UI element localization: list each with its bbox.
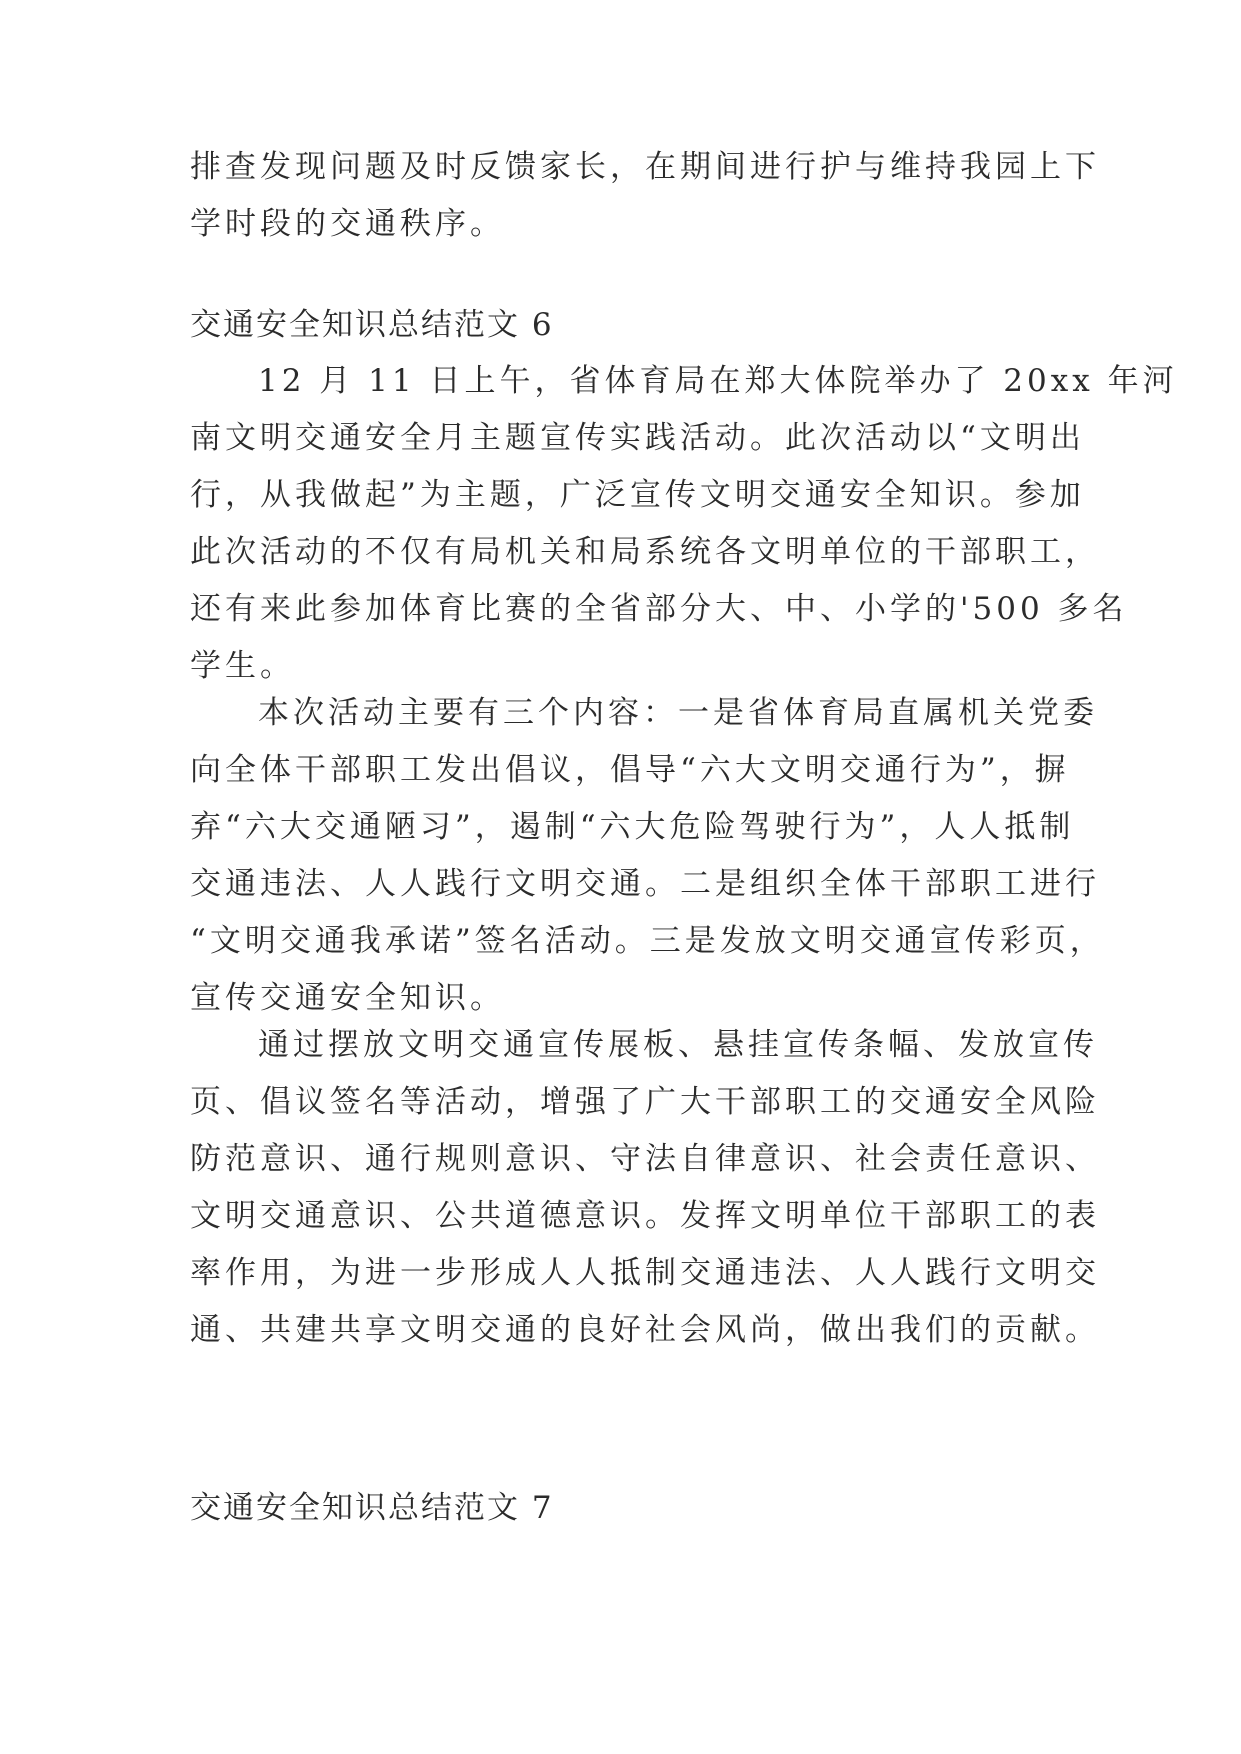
- paragraph-line: 学生。: [190, 648, 295, 684]
- paragraph-line: 页、倡议签名等活动，增强了广大干部职工的交通安全风险: [190, 1084, 1100, 1120]
- continuation-paragraph: [190, 139, 1100, 253]
- paragraph-line: 向全体干部职工发出倡议，倡导“六大文明交通行为”，摒: [190, 752, 1070, 788]
- paragraph-line: 宣传交通安全知识。: [190, 980, 505, 1016]
- paragraph-line: 通、共建共享文明交通的良好社会风尚，做出我们的贡献。: [190, 1312, 1100, 1348]
- paragraph-line: 弃“六大交通陋习”，遏制“六大危险驾驶行为”，人人抵制: [190, 809, 1075, 845]
- section6-paragraph-3: [190, 1017, 1100, 1359]
- section-heading-7: 交通安全知识总结范文 7: [190, 1490, 554, 1526]
- paragraph-line: 还有来此参加体育比赛的全省部分大、中、小学的'500 多名: [190, 591, 1128, 627]
- paragraph-line: 通过摆放文明交通宣传展板、悬挂宣传条幅、发放宣传: [258, 1027, 1098, 1063]
- paragraph-line: 南文明交通安全月主题宣传实践活动。此次活动以“文明出: [190, 420, 1085, 456]
- paragraph-line: “文明交通我承诺”签名活动。三是发放文明交通宣传彩页，: [190, 923, 1105, 959]
- paragraph-line: 交通违法、人人践行文明交通。二是组织全体干部职工进行: [190, 866, 1100, 902]
- paragraph-line: 文明交通意识、公共道德意识。发挥文明单位干部职工的表: [190, 1198, 1100, 1234]
- paragraph-line: 率作用，为进一步形成人人抵制交通违法、人人践行文明交: [190, 1255, 1100, 1291]
- paragraph-line: 排查发现问题及时反馈家长，在期间进行护与维持我园上下: [190, 149, 1100, 185]
- paragraph-line: 本次活动主要有三个内容：一是省体育局直属机关党委: [258, 695, 1098, 731]
- paragraph-line: 学时段的交通秩序。: [190, 206, 505, 242]
- section6-paragraph-1: [190, 353, 1178, 695]
- section-heading-6: 交通安全知识总结范文 6: [190, 307, 554, 343]
- paragraph-line: 12 月 11 日上午，省体育局在郑大体院举办了 20xx 年河: [258, 363, 1178, 399]
- section6-paragraph-2: [190, 685, 1105, 1027]
- paragraph-line: 此次活动的不仅有局机关和局系统各文明单位的干部职工，: [190, 534, 1100, 570]
- paragraph-line: 防范意识、通行规则意识、守法自律意识、社会责任意识、: [190, 1141, 1100, 1177]
- paragraph-line: 行，从我做起”为主题，广泛宣传文明交通安全知识。参加: [190, 477, 1085, 513]
